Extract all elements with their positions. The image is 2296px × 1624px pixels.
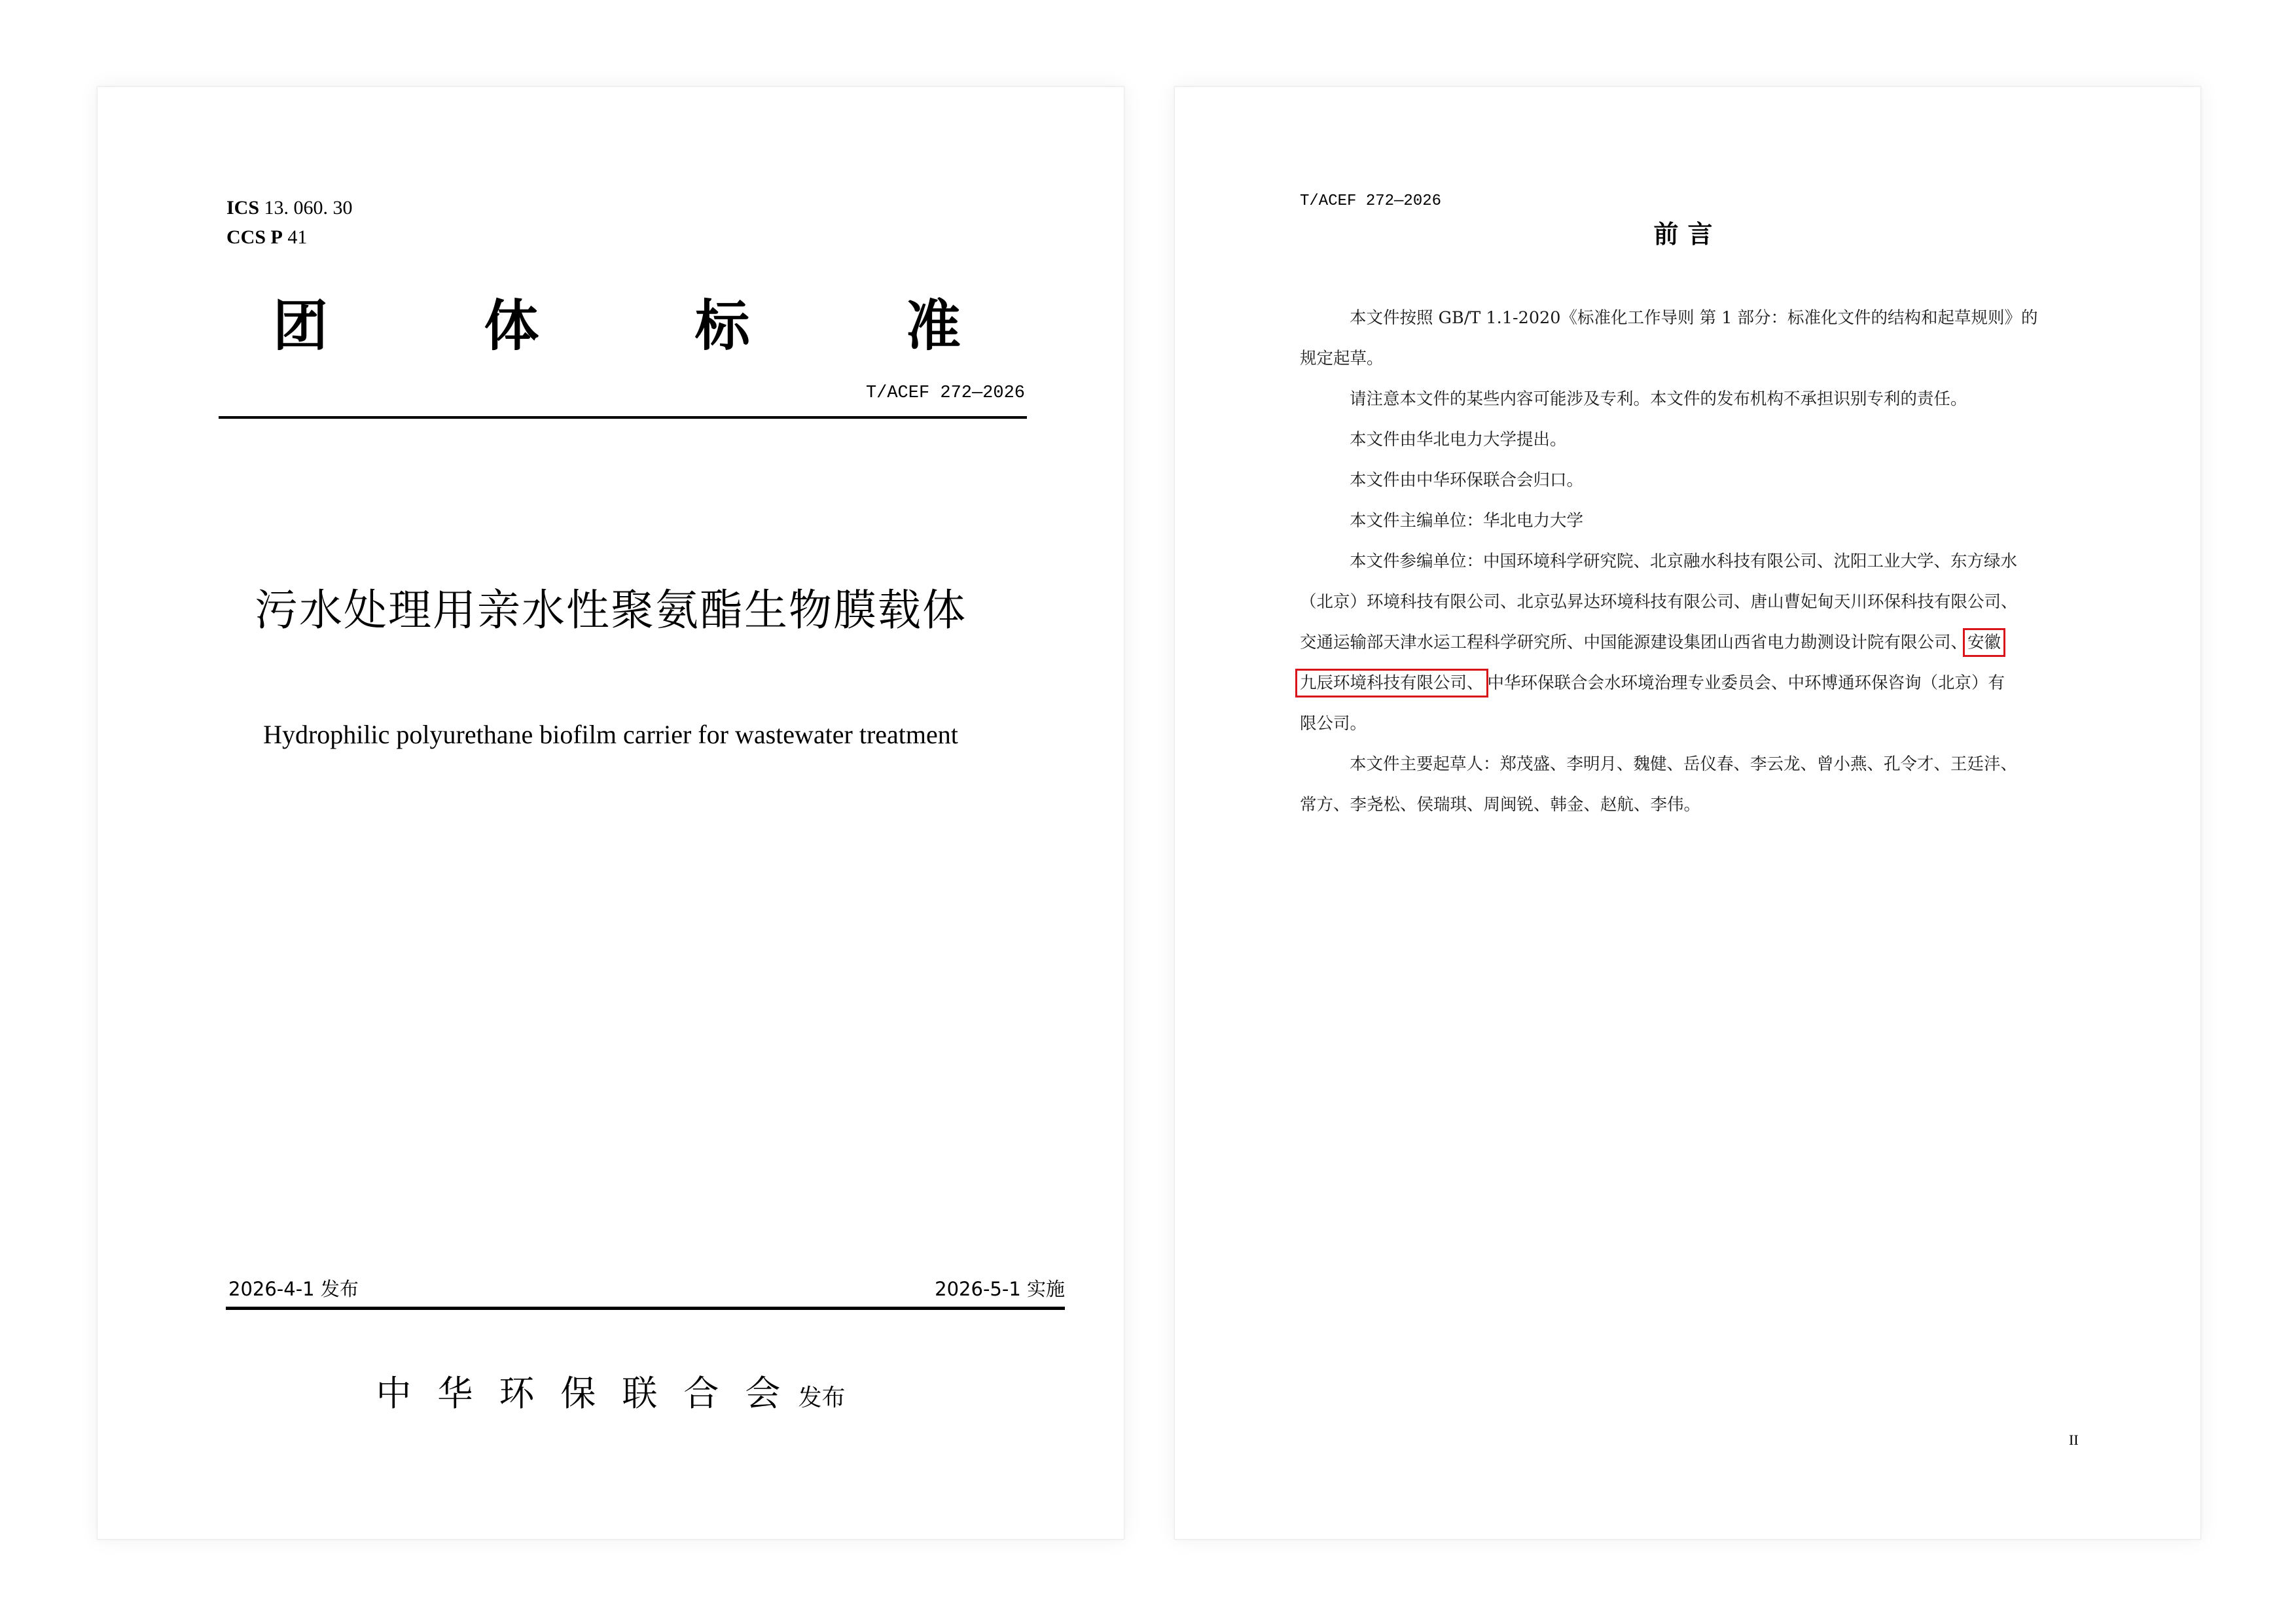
preface-heading: 前言 xyxy=(1653,220,1722,249)
top-divider-rule xyxy=(219,416,1027,419)
title-english: Hydrophilic polyurethane biofilm carrier for wastewater treatment xyxy=(263,720,958,749)
category-char: 准 xyxy=(905,294,961,358)
preface-line: 本文件主要起草人：郑茂盛、李明月、魏健、岳仪春、李云龙、曾小燕、孔令才、王廷沣、 xyxy=(1350,754,2018,774)
ics-code xyxy=(226,198,353,218)
publisher-name: 中华环保联合会 xyxy=(376,1373,807,1414)
preface-line xyxy=(1300,622,2085,663)
publisher-line xyxy=(98,1371,1124,1421)
ccs-value: 41 xyxy=(287,226,308,248)
release-date: 2026-4-1 发布 xyxy=(228,1278,359,1300)
ccs-label: CCS P xyxy=(226,226,283,248)
preface-line xyxy=(1300,663,2085,703)
preface-line: 请注意本文件的某些内容可能涉及专利。本文件的发布机构不承担识别专利的责任。 xyxy=(1350,389,1967,409)
cover-standard-number: T/ACEF 272—2026 xyxy=(865,383,1025,403)
highlighted-company-part-1: 安徽 xyxy=(1967,633,2001,652)
ics-label: ICS xyxy=(226,197,260,219)
bottom-divider-rule xyxy=(226,1307,1065,1310)
preface-line: 本文件由华北电力大学提出。 xyxy=(1350,430,1567,450)
preface-line: 本文件按照 GB/T 1.1-2020《标准化工作导则 第 1 部分：标准化文件的结构和起草规则》的 xyxy=(1350,308,2038,328)
preface-line: 常方、李尧松、侯瑞琪、周闽锐、韩金、赵航、李伟。 xyxy=(1300,795,1701,815)
standard-category-heading xyxy=(273,293,961,359)
preface-line: 本文件主编单位：华北电力大学 xyxy=(1350,511,1584,531)
preface-line-text: 交通运输部天津水运工程科学研究所、中国能源建设集团山西省电力勘测设计院有限公司、 xyxy=(1300,633,1968,652)
preface-line: 规定起草。 xyxy=(1300,349,1384,368)
page-number: II xyxy=(2069,1432,2079,1448)
ics-value: 13. 060. 30 xyxy=(264,197,353,219)
effective-date: 2026-5-1 实施 xyxy=(935,1278,1065,1300)
header-standard-number: T/ACEF 272—2026 xyxy=(1300,192,1442,210)
preface-line-text: 中华环保联合会水环境治理专业委员会、中环博通环保咨询（北京）有 xyxy=(1487,673,2005,693)
preface-line: 本文件由中华环保联合会归口。 xyxy=(1350,470,1584,490)
preface-line: 限公司。 xyxy=(1300,714,1367,733)
publisher-suffix: 发布 xyxy=(798,1385,846,1411)
preface-line: （北京）环境科技有限公司、北京弘昇达环境科技有限公司、唐山曹妃甸天川环保科技有限公司、 xyxy=(1300,592,2018,612)
cover-page xyxy=(97,86,1124,1540)
ccs-code xyxy=(226,228,307,247)
preface-body xyxy=(1300,298,2085,825)
category-char: 标 xyxy=(694,294,750,358)
highlighted-company-part-2: 九辰环境科技有限公司、 xyxy=(1300,673,1484,693)
category-char: 团 xyxy=(273,294,329,358)
preface-line: 本文件参编单位：中国环境科学研究院、北京融水科技有限公司、沈阳工业大学、东方绿水 xyxy=(1350,552,2018,571)
category-char: 体 xyxy=(484,294,539,358)
title-chinese: 污水处理用亲水性聚氨酯生物膜载体 xyxy=(255,585,967,635)
dates-row xyxy=(228,1278,1065,1300)
preface-page xyxy=(1174,86,2201,1540)
